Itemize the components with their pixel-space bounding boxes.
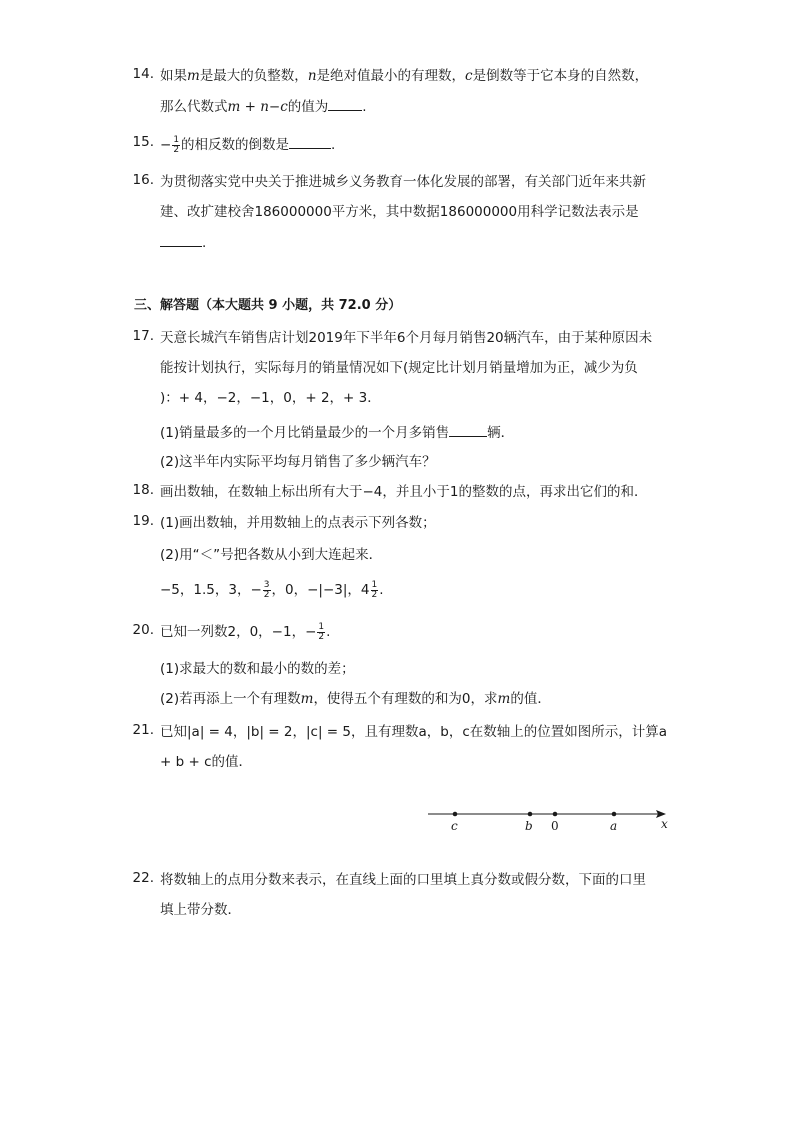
question-21-line-1: 已知|a| = 4，|b| = 2，|c| = 5，且有理数a，b，c在数轴上的位置如图所示，计算a <box>160 724 668 740</box>
question-15-line <box>160 134 335 155</box>
var-m: m <box>187 68 200 84</box>
text: 已知一列数2，0，−1，− <box>160 624 317 640</box>
question-17-sub-2: (2)这半年内实际平均每月销售了多少辆汽车？ <box>160 454 436 470</box>
question-17-line-1: 天意长城汽车销售店计划2019年下半年6个月每月销售20辆汽车，由于某种原因未 <box>160 330 653 346</box>
question-16-line-3 <box>160 232 206 253</box>
numerator: 3 <box>263 579 270 590</box>
denominator: 2 <box>263 589 270 600</box>
label-a: a <box>610 819 618 833</box>
question-18-line: 画出数轴，在数轴上标出所有大于−4，并且小于1的整数的点，再求出它们的和． <box>160 484 648 500</box>
numerator: 1 <box>318 621 325 632</box>
question-14-line-1 <box>160 66 648 86</box>
question-number: 17. <box>132 328 154 344</box>
text: 是绝对值最小的有理数， <box>316 68 466 84</box>
fraction <box>263 581 271 600</box>
question-number: 20. <box>132 622 154 638</box>
question-21-line-2: + b + c的值． <box>160 754 252 770</box>
denominator: 2 <box>318 631 325 642</box>
question-19-sub-2: (2)用“＜”号把各数从小到大连起来． <box>160 547 383 563</box>
question-20-sub-2 <box>160 689 551 709</box>
question-22-line-2: 填上带分数． <box>160 902 241 918</box>
point-a <box>612 812 617 817</box>
section-heading: 三、解答题（本大题共 9 小题，共 72.0 分） <box>134 298 402 313</box>
answer-blank <box>449 422 487 437</box>
question-19-number-list <box>160 580 384 600</box>
text: . <box>326 624 331 640</box>
question-17-line-2: 能按计划执行，实际每月的销量情况如下(规定比计划月销量增加为正，减少为负 <box>160 360 638 376</box>
question-16-line-1: 为贯彻落实党中央关于推进城乡义务教育一体化发展的部署，有关部门近年来共新 <box>160 174 646 190</box>
text: (2)若再添上一个有理数 <box>160 691 301 707</box>
question-14-line-2 <box>160 96 367 117</box>
question-16-line-2: 建、改扩建校舍186000000平方米，其中数据186000000用科学记数法表示是 <box>160 204 639 220</box>
point-b <box>528 812 533 817</box>
question-20-line-1 <box>160 622 330 642</box>
var-c: c <box>465 68 473 84</box>
text: −5，1.5，3，− <box>160 582 262 598</box>
question-17-sub-1 <box>160 422 514 443</box>
text: 的相反数的倒数是 <box>181 137 290 153</box>
question-number: 18. <box>132 482 154 498</box>
text: − <box>160 137 172 153</box>
point-zero <box>553 812 558 817</box>
label-zero: 0 <box>551 819 559 833</box>
question-22-line-1: 将数轴上的点用分数来表示，在直线上面的口里填上真分数或假分数，下面的口里 <box>160 872 646 888</box>
question-20-sub-1: (1)求最大的数和最小的数的差； <box>160 661 355 677</box>
var-m: m <box>497 691 511 707</box>
fraction <box>317 623 325 642</box>
answer-blank <box>328 96 362 111</box>
fraction <box>172 136 180 155</box>
numerator: 1 <box>173 134 180 145</box>
var-m: m <box>300 691 314 707</box>
var-n: n <box>307 68 317 84</box>
text: . <box>202 235 207 251</box>
denominator: 2 <box>173 144 180 155</box>
text: 辆． <box>487 425 515 441</box>
text: 那么代数式 <box>160 99 228 115</box>
text: (1)销量最多的一个月比销量最少的一个月多销售 <box>160 425 450 441</box>
text: ，使得五个有理数的和为0，求 <box>313 691 498 707</box>
label-c: c <box>451 819 458 833</box>
point-c <box>453 812 458 817</box>
text: 的值． <box>510 691 551 707</box>
label-b: b <box>525 819 533 833</box>
text: ，0，−|−3|，4 <box>271 582 370 598</box>
answer-blank <box>160 232 202 247</box>
question-number: 19. <box>132 513 154 529</box>
text: . <box>331 137 336 153</box>
answer-blank <box>289 134 331 149</box>
question-number: 15. <box>132 134 154 150</box>
text: . <box>362 99 367 115</box>
denominator: 2 <box>371 589 378 600</box>
question-number: 16. <box>132 172 154 188</box>
question-number: 21. <box>132 722 154 738</box>
fraction <box>371 581 379 600</box>
question-17-line-3: )：+ 4，−2，−1，0，+ 2，+ 3． <box>160 390 381 406</box>
text: 如果 <box>160 68 187 84</box>
numerator: 1 <box>371 579 378 590</box>
question-number: 14. <box>132 66 154 82</box>
expression: m + n−c <box>227 99 288 115</box>
label-x: x <box>661 817 668 831</box>
text: . <box>379 582 384 598</box>
number-line-figure <box>428 804 678 834</box>
text: 是倒数等于它本身的自然数， <box>472 68 649 84</box>
question-19-sub-1: (1)画出数轴，并用数轴上的点表示下列各数； <box>160 515 436 531</box>
text: 是最大的负整数， <box>199 68 308 84</box>
question-number: 22. <box>132 870 154 886</box>
text: 的值为 <box>287 99 329 115</box>
